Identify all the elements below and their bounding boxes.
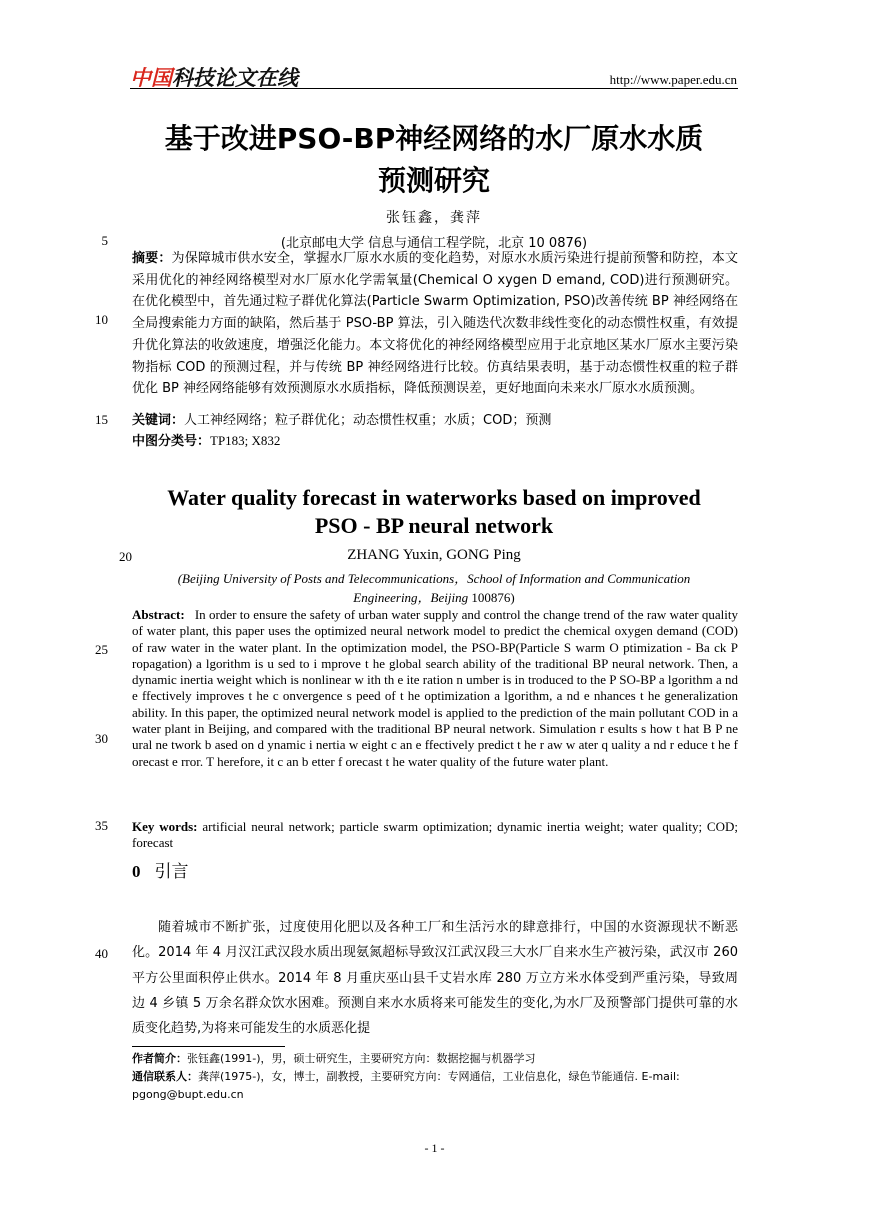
keywords-en-text: artificial neural network; particle swarm optimization; dynamic inertia weight; water quality; COD; forecast — [132, 819, 738, 851]
abstract-cn-label: 摘要： — [132, 251, 172, 266]
title-cn-line1: 基于改进PSO-BP神经网络的水厂原水水质 — [164, 122, 704, 155]
footnote-contact — [132, 1068, 738, 1104]
abstract-cn — [132, 248, 738, 400]
section-title: 引言 — [154, 862, 189, 882]
logo-black-text: 科技论文在线 — [172, 66, 298, 90]
title-en-line2: PSO - BP neural network — [314, 513, 554, 538]
paper-title-en — [130, 484, 738, 540]
line-number: 20 — [119, 549, 132, 564]
paper-title-cn — [130, 118, 738, 202]
clc-number — [132, 431, 738, 453]
page-number: - 1 - — [424, 1141, 445, 1155]
line-number: 15 — [95, 412, 108, 427]
title-en-line1: Water quality forecast in waterworks based on improved — [167, 485, 701, 510]
header-url[interactable]: http://www.paper.edu.cn — [609, 72, 737, 87]
affiliation-en-line2-plain: 100876) — [468, 590, 515, 605]
authors-cn: 张钰鑫，龚萍 — [386, 211, 482, 226]
keywords-cn-label: 关键词： — [132, 413, 185, 428]
keywords-en — [132, 819, 738, 852]
abstract-en — [132, 607, 738, 770]
title-cn-line2: 预测研究 — [377, 164, 490, 197]
footnote-divider — [132, 1046, 285, 1047]
footnote-author — [132, 1050, 738, 1068]
abstract-en-label: Abstract: — [132, 607, 185, 622]
abstract-cn-text: 为保障城市供水安全，掌握水厂原水水质的变化趋势，对原水水质污染进行提前预警和防控，本文采用优化的神经网络模型对水厂原水化学需氧量(Chemical O xygen D emand, COD)进行预测研究。在优化模型中，首先通过粒子群优化算法(Particle Swarm Optimization, PSO)改善传统 BP 神经网络在全局搜索能力方面的缺陷，然后基于 PSO-BP 算法，引入随迭代次数非线性变化的动态惯性权重，有效提升优化算法的收敛速度，增强泛化能力。本文将优化的神经网络模型应用于北京地区某水厂原水主要污染物指标 COD 的预测过程，并与传统 BP 神经网络进行比较。仿真结果表明，基于动态惯性权重的粒子群优化 BP 神经网络能够有效预测原水水质指标，降低预测误差，更好地面向未来水厂原水水质预测。 — [132, 251, 738, 397]
line-number: 35 — [95, 818, 108, 833]
line-number: 40 — [95, 946, 108, 961]
authors-en: ZHANG Yuxin, GONG Ping — [347, 547, 521, 563]
line-number: 10 — [95, 312, 108, 327]
abstract-en-text: In order to ensure the safety of urban water supply and control the change trend of the raw water quality of water plant, this paper uses the optimized neural network model to predict the chemical oxygen demand (COD) of raw water in the water plant. In the optimization model, the PSO-BP(Particle S warm O ptimization - Ba ck P ropagation) a lgorithm is u sed to i mprove t he global search ability of the traditional BP neural network. Then, a dynamic inertia weight which is nonlinear w ith th e ite ration n umber is in troduced to the P SO-BP a lgorithm a nd e ffectively improves t he c onvergence s peed of t he optimization a lgorithm, a nd e nhances t he generalization ability. In this paper, the optimized neural network model is applied to the prediction of the main pollutant COD in a water plant in Beijing, and compared with the traditional BP neural network. Simulation r esults s how t hat B P ne ural ne twork b ased on d ynamic i nertia w eight c an e ffectively predict t he r aw w ater q uality a nd r educe t he f orecast e rror. T herefore, it c an b etter f orecast t he water quality of the future water plant. — [132, 607, 739, 769]
clc-label: 中图分类号： — [132, 434, 211, 449]
clc-text: TP183; X832 — [210, 433, 281, 448]
footnote-author-label: 作者简介： — [132, 1052, 187, 1065]
keywords-en-label: Key words: — [132, 819, 198, 834]
affiliation-en-line2-italic: Engineering，Beijing — [353, 590, 469, 605]
line-number: 25 — [95, 642, 108, 657]
section-heading — [132, 857, 189, 882]
footnote-author-text: 张钰鑫(1991-)，男，硕士研究生，主要研究方向：数据挖掘与机器学习 — [187, 1052, 536, 1065]
keywords-cn-text: 人工神经网络；粒子群优化；动态惯性权重；水质；COD；预测 — [184, 413, 552, 428]
footnote-contact-text: 龚萍(1975-)，女，博士，副教授，主要研究方向：专网通信，工业信息化，绿色节能通信. E-mail: pgong@bupt.edu.cn — [132, 1070, 680, 1101]
keywords-cn — [132, 410, 738, 432]
logo-red-text: 中国 — [130, 66, 172, 90]
footnote-contact-label: 通信联系人： — [132, 1070, 198, 1083]
section-number: 0 — [132, 862, 141, 881]
line-number: 30 — [95, 731, 108, 746]
intro-paragraph: 随着城市不断扩张，过度使用化肥以及各种工厂和生活污水的肆意排行，中国的水资源现状不断恶化。2014 年 4 月汉江武汉段水质出现氨氮超标导致汉江武汉段三大水厂自来水生产被污染，武汉市 260 平方公里面积停止供水。2014 年 8 月重庆巫山县千丈岩水库 280 万立方米水体受到严重污染，导致周边 4 乡镇 5 万余名群众饮水困难。预测自来水水质将来可能发生的变化,为水厂及预警部门提供可靠的水质变化趋势,为将来可能发生的水质恶化提 — [132, 920, 738, 1037]
affiliation-en-line2 — [130, 588, 738, 607]
header-divider — [130, 88, 738, 89]
affiliation-cn: (北京邮电大学 信息与通信工程学院，北京 10 0876) — [280, 236, 588, 251]
affiliation-en-line1: (Beijing University of Posts and Telecommunications，School of Information and Communication — [177, 571, 691, 586]
line-number: 5 — [101, 233, 108, 248]
affiliation-en — [130, 569, 738, 607]
